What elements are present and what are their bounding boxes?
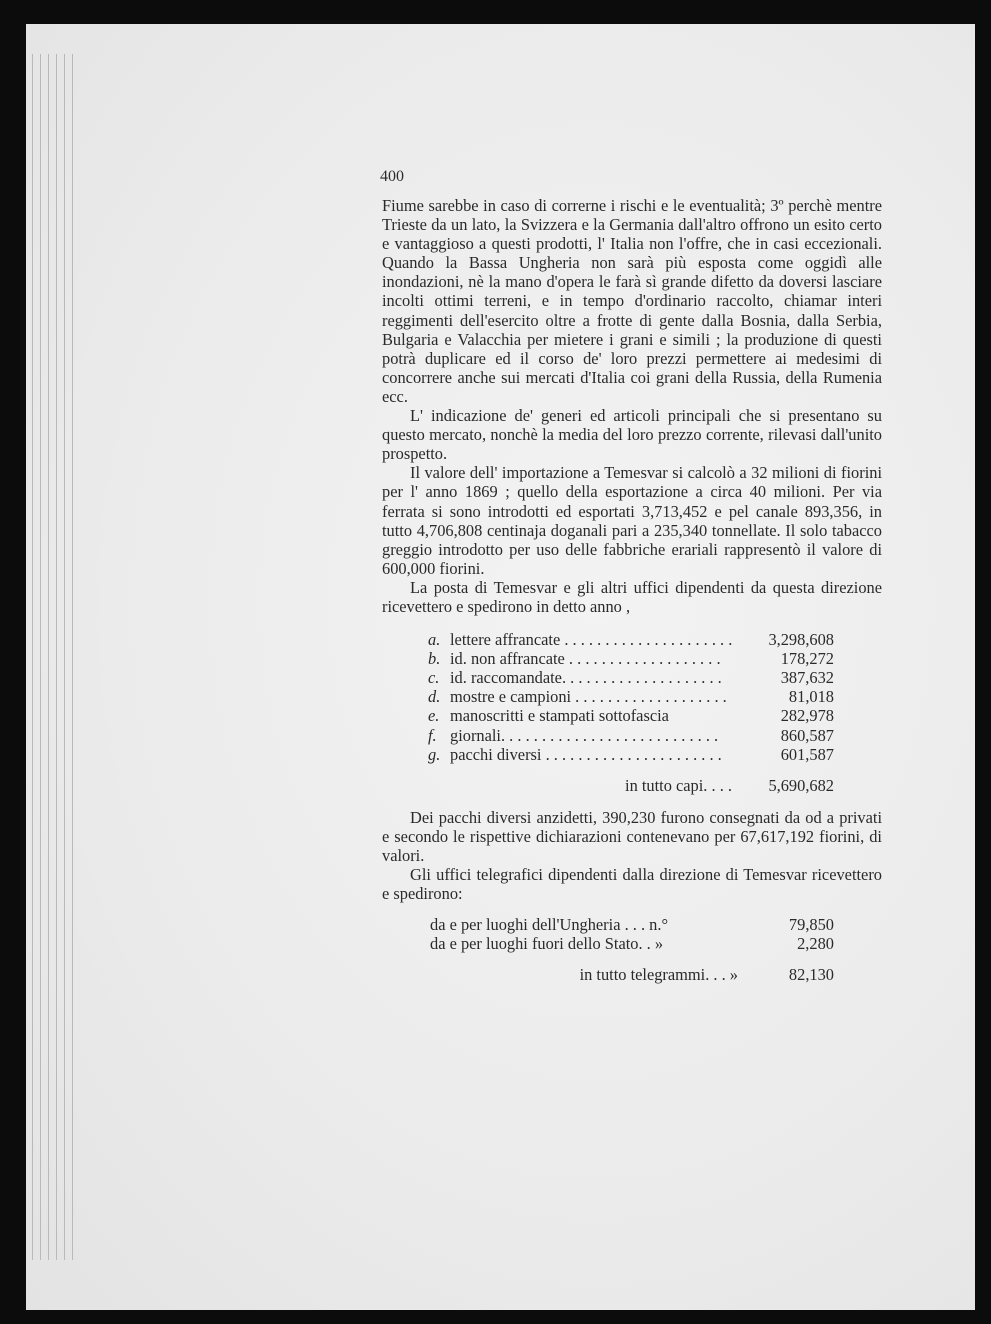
row-value: 178,272 (780, 649, 834, 669)
row-value: 387,632 (780, 668, 834, 688)
page-number: 400 (380, 168, 404, 185)
total-value: 5,690,682 (768, 775, 834, 795)
paragraph: La posta di Temesvar e gli altri uffici dipendenti da questa direzione ricevettero e spedirono in detto anno , (382, 577, 882, 616)
paragraph: L' indicazione de' generi ed articoli principali che si presentano su questo mercato, nonchè la media del loro prezzo corrente, rilevasi dall'unito prospetto. (382, 406, 882, 464)
row-letter: a. (428, 630, 441, 650)
paragraph: Dei pacchi diversi anzidetti, 390,230 furono consegnati da od a privati e secondo le rispettive dichiarazioni contenevano per 67,617,192 fiorini, di valori. (382, 807, 882, 865)
row-label: giornali. . . . . . . . . . . . . . . . . . . . . . . . . . . (450, 725, 719, 745)
postal-row (382, 668, 882, 687)
paragraph: Il valore dell' importazione a Temesvar si calcolò a 32 milioni di fiorini per l' anno 1869 ; quello della esportazione a circa 40 milioni. Per via ferrata si sono introdotti ed esportati 3,713,452 e pel canale 893,356, in tutto 4,706,808 centinaja doganali pari a 235,340 tonnellate. Il solo tabacco greggio introdotto per uso delle fabbriche erariali rappresentò il valore di 600,000 fiorini. (382, 463, 882, 578)
row-value: 860,587 (780, 725, 834, 745)
postal-row (382, 649, 882, 668)
row-letter: g. (428, 744, 441, 764)
row-value: 81,018 (788, 687, 834, 707)
paragraph: Gli uffici telegrafici dipendenti dalla direzione di Temesvar ricevettero e spedirono: (382, 865, 882, 904)
row-letter: d. (428, 687, 441, 707)
row-letter: e. (428, 706, 440, 726)
total-label: in tutto capi. . . . (625, 775, 732, 795)
row-letter: c. (428, 668, 440, 688)
row-label: da e per luoghi dell'Ungheria . . . n.° (430, 915, 669, 935)
row-letter: f. (428, 725, 437, 745)
scan-border-bottom (0, 1310, 991, 1324)
postal-row (382, 726, 882, 745)
page-edge (32, 54, 33, 1260)
postal-table (382, 630, 882, 796)
row-label: id. raccomandate. . . . . . . . . . . . . . . . . . . . (450, 668, 722, 688)
page-body (382, 196, 882, 984)
page-edge (64, 54, 65, 1260)
page-edge (40, 54, 41, 1260)
postal-row (382, 630, 882, 649)
page-edge (56, 54, 57, 1260)
total-value: 82,130 (788, 965, 834, 985)
row-value: 2,280 (797, 934, 834, 954)
scan-border-right (975, 0, 991, 1324)
row-label: pacchi diversi . . . . . . . . . . . . . . . . . . . . . . (450, 744, 722, 764)
telegraph-row (382, 915, 882, 934)
page-edge (48, 54, 49, 1260)
row-label: da e per luoghi fuori dello Stato. . » (430, 934, 664, 954)
postal-row (382, 706, 882, 725)
row-value: 3,298,608 (768, 630, 834, 650)
paragraph: Fiume sarebbe in caso di correrne i rischi e le eventualità; 3º perchè mentre Trieste da un lato, la Svizzera e la Germania dall'altro offrono un esito certo e vantaggioso a questi prodotti, l' Italia non l'offre, che in casi eccezionali. Quando la Bassa Ungheria non sarà più esposta come oggidì alle inondazioni, nè la mano d'opera le farà sì grande difetto da doversi lasciare incolti ottimi terreni, e in tempo d'ordinario raccolto, chiamar interi reggimenti dell'esercito oltre a frotte di gente dalla Bosnia, dalla Serbia, Bulgaria e Valacchia per mietere i grani e simili ; la produzione di questi potrà duplicare ed il corso de' loro prezzi permettere ai medesimi di concorrere anche sui mercati d'Italia coi grani della Russia, della Rumenia ecc. (382, 196, 882, 406)
total-label: in tutto telegrammi. . . » (579, 965, 738, 985)
scan-border-left (0, 0, 26, 1324)
postal-row (382, 687, 882, 706)
row-value: 601,587 (780, 744, 834, 764)
row-label: id. non affrancate . . . . . . . . . . . . . . . . . . . (450, 649, 721, 669)
postal-total (382, 776, 882, 796)
telegraph-total (382, 965, 882, 984)
row-letter: b. (428, 649, 441, 669)
telegraph-row (382, 934, 882, 953)
postal-row (382, 745, 882, 764)
row-label: lettere affrancate . . . . . . . . . . . . . . . . . . . . . (450, 630, 733, 650)
row-label: mostre e campioni . . . . . . . . . . . . . . . . . . . (450, 687, 727, 707)
row-value: 282,978 (780, 706, 834, 726)
page-edge (72, 54, 73, 1260)
row-label: manoscritti e stampati sottofascia (450, 706, 669, 726)
row-value: 79,850 (788, 915, 834, 935)
telegraph-table (382, 915, 882, 984)
scan-border-top (0, 0, 991, 26)
